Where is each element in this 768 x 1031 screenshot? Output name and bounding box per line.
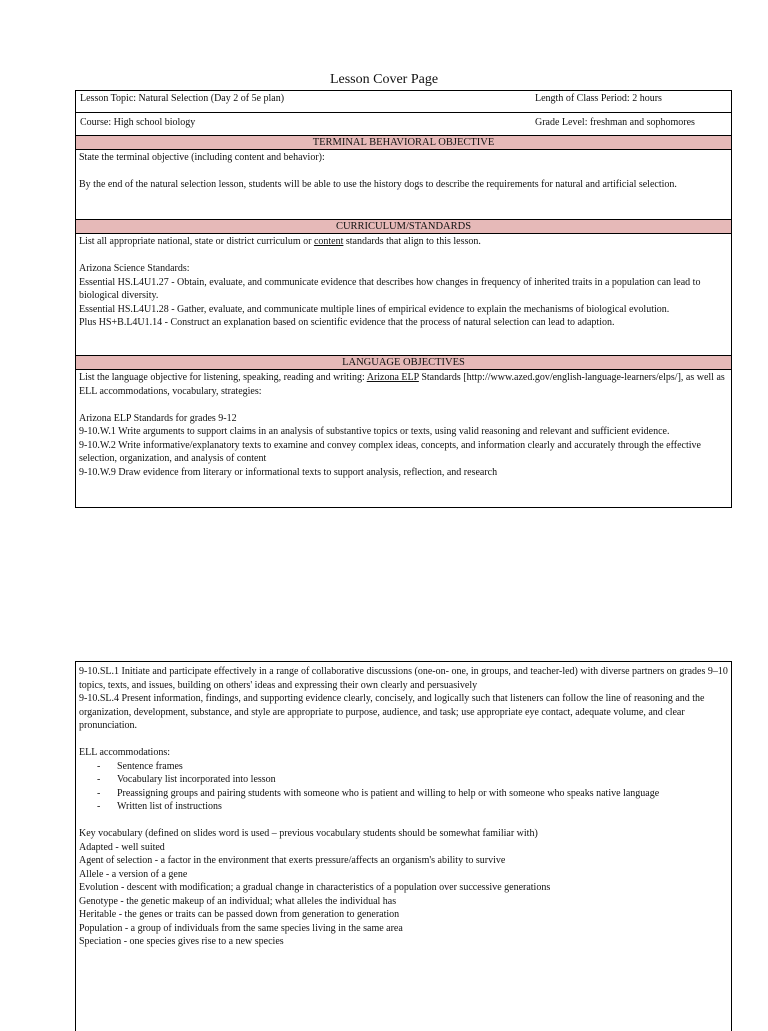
tbo-prompt: State the terminal objective (including content and behavior): [79,152,325,163]
vocab-item: Heritable - the genes or traits can be passed down from generation to generation [79,909,400,920]
language-prompt: List the language objective for listening, speaking, reading and writing: Arizona ELP Standards [http://www.azed.gov/english-language-learners/elps/], as well as ELL accommodations, vocabulary, strategies: [79,372,725,397]
ell-list [79,760,728,814]
list-item: - Vocabulary list incorporated into lesson [79,773,728,787]
ell-heading: ELL accommodations: [79,747,170,758]
standard-item: Essential HS.L4U1.27 - Obtain, evaluate, and communicate evidence that describes how changes in frequency of inherited traits in a population can lead to biological diversity. [79,276,701,301]
content-link[interactable]: content [313,236,344,247]
sl-standard-item: 9-10.SL.4 Present information, findings, and supporting evidence clearly, concisely, and logically such that listeners can follow the line of reasoning and the organization, development, substance, and style are appropriate to purpose, audience, and task; use appropriate eye contact, adequate volume, and clear pronunciation. [79,693,705,731]
list-item: - Written list of instructions [79,800,728,814]
curriculum-subhead: Arizona Science Standards: [79,263,190,274]
vocab-heading: Key vocabulary (defined on slides word is used – previous vocabulary students should be somewhat familiar with) [79,828,538,839]
info-row-1 [76,91,731,113]
page2-content [76,662,731,951]
curriculum-section [76,234,731,356]
vocab-item: Population - a group of individuals from the same species living in the same area [79,922,403,934]
tbo-text: By the end of the natural selection lesson, students will be able to use the history dogs to describe the requirements for natural and artificial selection. [79,179,677,190]
vocab-item: Adapted - well suited [79,841,165,853]
language-subhead: Arizona ELP Standards for grades 9-12 [79,412,237,424]
language-section [76,370,731,481]
course: Course: High school biology [80,117,196,128]
lesson-topic: Lesson Topic: Natural Selection (Day 2 of 5e plan) [80,93,285,104]
language-header: LANGUAGE OBJECTIVES [76,356,731,370]
page-title: Lesson Cover Page [329,72,439,87]
list-item: - Preassigning groups and pairing students with someone who is patient and willing to help or with someone who speaks native language [79,787,728,801]
lesson-table-page-2 [75,661,732,1031]
elp-standard-item: 9-10.W.2 Write informative/explanatory texts to examine and convey complex ideas, concepts, and information clearly and accurately through the effective selection, organization, and analysis of content [79,439,701,464]
standard-item: Essential HS.L4U1.28 - Gather, evaluate, and communicate multiple lines of empirical evidence to explain the mechanisms of biological evolution. [79,303,670,315]
elp-standard-item: 9-10.W.1 Write arguments to support claims in an analysis of substantive topics or texts, using valid reasoning and relevant and sufficient evidence. [79,426,670,437]
curriculum-header: CURRICULUM/STANDARDS [76,220,731,234]
list-item: - Sentence frames [79,760,728,774]
tbo-section [76,150,731,220]
arizona-elp-link[interactable]: Arizona ELP [366,372,419,383]
lesson-table-page-1 [75,90,732,508]
elp-standard-item: 9-10.W.9 Draw evidence from literary or informational texts to support analysis, reflection, and research [79,466,498,478]
tbo-header: TERMINAL BEHAVIORAL OBJECTIVE [76,136,731,150]
standard-item: Plus HS+B.L4U1.14 - Construct an explanation based on scientific evidence that the process of natural selection can lead to adaption. [79,317,615,328]
vocab-item: Genotype - the genetic makeup of an individual; what alleles the individual has [79,895,397,907]
sl-standard-item: 9-10.SL.1 Initiate and participate effectively in a range of collaborative discussions (one-on- one, in groups, and teacher-led) with diverse partners on grades 9–10 topics, texts, and issues, building on others' ideas and expressing their own clearly and persuasively [79,666,728,691]
grade-level: Grade Level: freshman and sophomores [535,117,695,128]
curriculum-prompt: List all appropriate national, state or district curriculum or content standards that align to this lesson. [79,236,481,247]
info-row-2 [76,113,731,136]
vocab-item: Agent of selection - a factor in the environment that exerts pressure/affects an organism's ability to survive [79,855,506,866]
vocab-item: Evolution - descent with modification; a gradual change in characteristics of a population over successive generations [79,882,551,893]
class-period-length: Length of Class Period: 2 hours [535,93,662,104]
vocab-item: Allele - a version of a gene [79,868,188,880]
vocab-item: Speciation - one species gives rise to a new species [79,936,284,947]
